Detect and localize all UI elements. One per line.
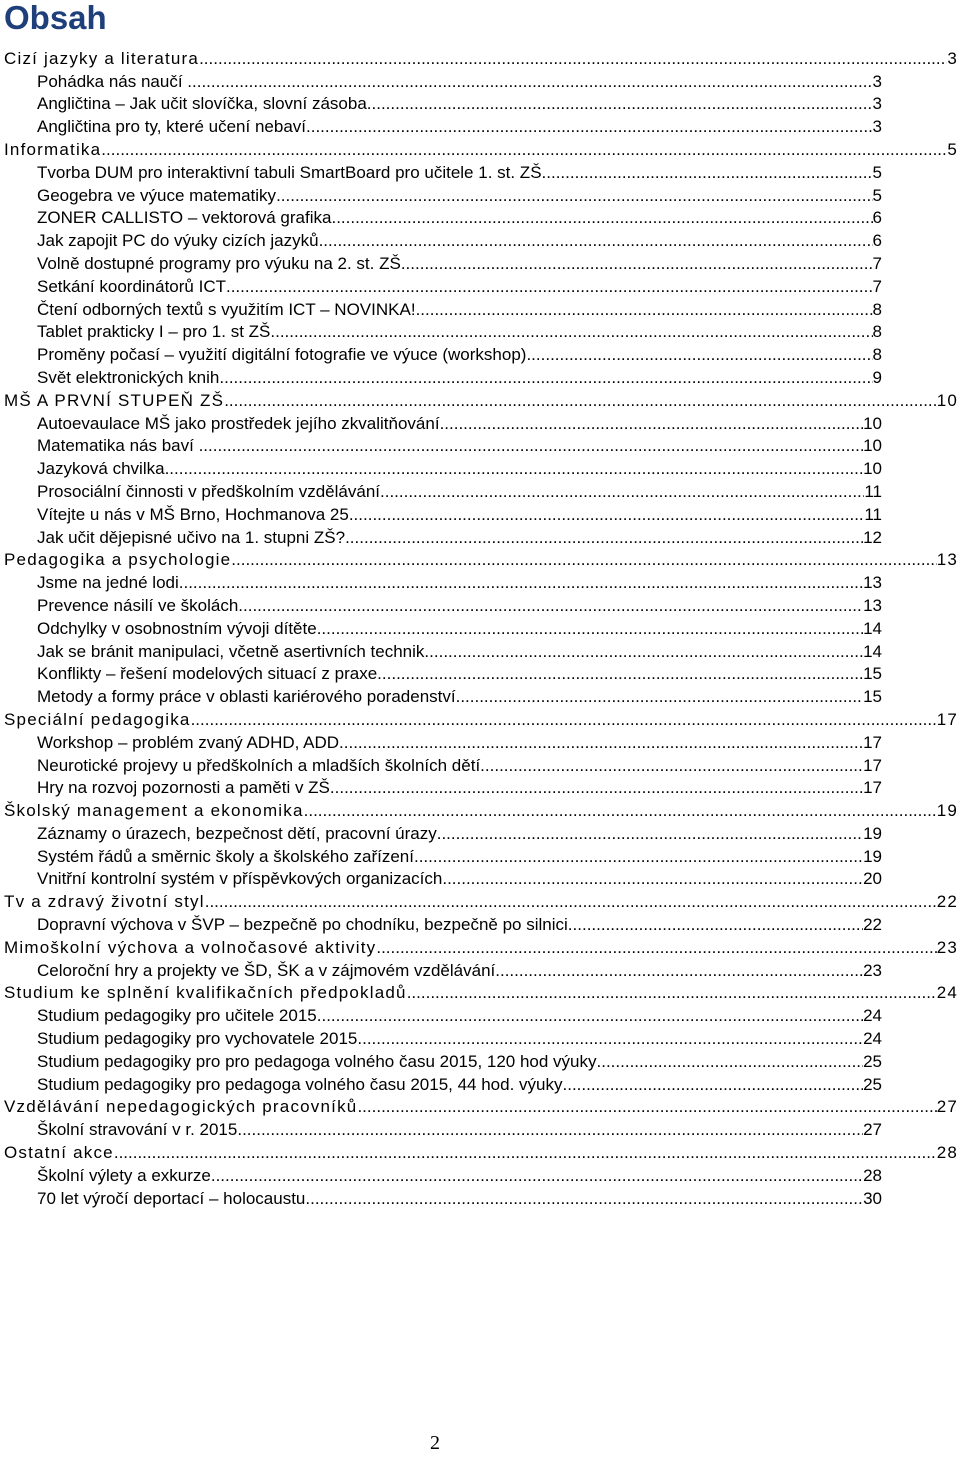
- toc-entry-title: Speciální pedagogika: [4, 709, 191, 729]
- toc-subsection-entry[interactable]: [0, 92, 960, 115]
- toc-entry-page: 19: [863, 846, 882, 866]
- page-title: Obsah: [4, 0, 107, 36]
- dot-leader: [440, 414, 864, 434]
- dot-leader: [304, 801, 937, 821]
- dot-leader: [306, 117, 873, 137]
- toc-section-entry[interactable]: [0, 798, 960, 821]
- dot-leader: [317, 619, 863, 639]
- toc-entry-title: Školský management a ekonomika: [4, 801, 304, 821]
- toc-section-entry[interactable]: [0, 981, 960, 1004]
- dot-leader: [442, 869, 863, 889]
- toc-section-entry[interactable]: [0, 388, 960, 411]
- toc-entry-title: Celoroční hry a projekty ve ŠD, ŠK a v zájmovém vzdělávání: [37, 960, 496, 980]
- dot-leader: [542, 163, 873, 183]
- toc-entry-title: Prosociální činnosti v předškolním vzdělávání: [37, 481, 380, 501]
- dot-leader: [213, 436, 863, 456]
- dot-leader: [238, 596, 863, 616]
- toc-entry-page: 8: [872, 322, 882, 342]
- toc-entry-page: 17: [863, 755, 882, 775]
- toc-entry-page: 7: [872, 253, 882, 273]
- toc-entry-title: Prevence násilí ve školách: [37, 595, 239, 615]
- toc-entry-page: 13: [863, 573, 882, 593]
- toc-entry-page: 8: [872, 345, 882, 365]
- toc-section-entry[interactable]: [0, 935, 960, 958]
- toc-entry-title: Vnitřní kontrolní systém v příspěvkových organizacích: [37, 869, 443, 889]
- toc-subsection-entry[interactable]: [0, 684, 960, 707]
- toc-entry-page: 19: [936, 801, 958, 821]
- toc-entry-page: 24: [863, 1006, 882, 1026]
- toc-entry-page: 24: [936, 983, 958, 1003]
- dot-leader: [597, 1052, 864, 1072]
- dot-leader: [414, 847, 863, 867]
- toc-entry-page: 13: [863, 595, 882, 615]
- dot-leader: [437, 824, 863, 844]
- toc-entry-page: 3: [872, 117, 882, 137]
- dot-leader: [568, 915, 863, 935]
- toc-entry-page: 22: [936, 892, 958, 912]
- dot-leader: [339, 733, 863, 753]
- dot-leader: [331, 208, 872, 228]
- toc-entry-page: 3: [947, 48, 958, 68]
- dot-leader: [226, 277, 873, 297]
- toc-subsection-entry[interactable]: [0, 821, 960, 844]
- toc-entry-title: Jak učit dějepisné učivo na 1. stupni ZŠ?: [37, 527, 346, 547]
- toc-subsection-entry[interactable]: [0, 479, 960, 502]
- toc-entry-title: Jsme na jedné lodi: [37, 573, 179, 593]
- toc-entry-title: Volně dostupné programy pro výuku na 2. st. ZŠ: [37, 253, 401, 273]
- toc-entry-title: Školní výlety a exkurze: [37, 1165, 211, 1185]
- toc-subsection-entry[interactable]: [0, 320, 960, 343]
- toc-section-entry[interactable]: [0, 889, 960, 912]
- toc-entry-page: 10: [863, 459, 882, 479]
- toc-entry-title: Cizí jazyky a literatura: [4, 48, 200, 68]
- dot-leader: [201, 72, 872, 92]
- toc-subsection-entry[interactable]: [0, 365, 960, 388]
- toc-entry-page: 6: [872, 231, 882, 251]
- toc-entry-title: Záznamy o úrazech, bezpečnost dětí, pracovní úrazy: [37, 823, 437, 843]
- toc-entry-page: 20: [863, 869, 882, 889]
- toc-entry-page: 3: [872, 94, 882, 114]
- toc-subsection-entry[interactable]: [0, 206, 960, 229]
- toc-entry-title: Tablet prakticky I – pro 1. st ZŠ: [37, 322, 271, 342]
- toc-entry-page: 30: [863, 1188, 882, 1208]
- toc-entry-title: Matematika nás baví ...: [37, 436, 213, 456]
- dot-leader: [424, 642, 863, 662]
- toc-section-entry[interactable]: [0, 707, 960, 730]
- toc-subsection-entry[interactable]: [0, 912, 960, 935]
- toc-subsection-entry[interactable]: [0, 411, 960, 434]
- toc-entry-page: 6: [872, 208, 882, 228]
- dot-leader: [526, 345, 872, 365]
- toc-entry-title: Konflikty – řešení modelových situací z praxe: [37, 664, 378, 684]
- toc-entry-title: Vítejte u nás v MŠ Brno, Hochmanova 25: [37, 504, 349, 524]
- toc-entry-title: Vzdělávání nepedagogických pracovníků: [4, 1097, 358, 1117]
- dot-leader: [224, 391, 937, 411]
- dot-leader: [317, 1006, 863, 1026]
- toc-entry-title: Ostatní akce: [4, 1143, 114, 1163]
- toc-entry-title: Pohádka nás naučí ...: [37, 71, 202, 91]
- toc-entry-title: Mimoškolní výchova a volnočasové aktivity: [4, 937, 377, 957]
- toc-entry-title: Proměny počasí – využití digitální fotografie ve výuce (workshop): [37, 345, 527, 365]
- toc-entry-title: Pedagogika a psychologie: [4, 550, 232, 570]
- dot-leader: [276, 186, 872, 206]
- toc-subsection-entry[interactable]: [0, 297, 960, 320]
- dot-leader: [219, 368, 872, 388]
- dot-leader: [376, 938, 936, 958]
- toc-subsection-entry[interactable]: [0, 228, 960, 251]
- toc-entry-page: 12: [863, 527, 882, 547]
- dot-leader: [349, 505, 865, 525]
- toc-subsection-entry[interactable]: [0, 502, 960, 525]
- dot-leader: [456, 687, 863, 707]
- table-of-contents: [0, 46, 960, 1209]
- toc-entry-title: Angličtina pro ty, které učení nebaví: [37, 117, 307, 137]
- toc-entry-page: 5: [947, 139, 958, 159]
- dot-leader: [101, 140, 947, 160]
- toc-subsection-entry[interactable]: [0, 251, 960, 274]
- toc-subsection-entry[interactable]: [0, 639, 960, 662]
- toc-entry-title: Studium pedagogiky pro učitele 2015: [37, 1006, 317, 1026]
- toc-entry-page: 22: [863, 915, 882, 935]
- dot-leader: [367, 94, 873, 114]
- toc-entry-page: 17: [936, 709, 958, 729]
- toc-entry-page: 27: [863, 1120, 882, 1140]
- toc-entry-page: 14: [863, 641, 882, 661]
- toc-entry-page: 24: [863, 1029, 882, 1049]
- toc-entry-page: 11: [864, 504, 882, 524]
- toc-subsection-entry[interactable]: [0, 570, 960, 593]
- toc-subsection-entry[interactable]: [0, 114, 960, 137]
- toc-subsection-entry[interactable]: [0, 1163, 960, 1186]
- toc-entry-title: Workshop – problém zvaný ADHD, ADD: [37, 732, 340, 752]
- dot-leader: [211, 1166, 863, 1186]
- toc-entry-page: 15: [863, 664, 882, 684]
- toc-subsection-entry[interactable]: [0, 1186, 960, 1209]
- toc-subsection-entry[interactable]: [0, 1072, 960, 1095]
- toc-subsection-entry[interactable]: [0, 160, 960, 183]
- toc-entry-title: Studium pedagogiky pro pedagoga volného času 2015, 44 hod. výuky: [37, 1074, 563, 1094]
- dot-leader: [563, 1075, 864, 1095]
- dot-leader: [165, 459, 864, 479]
- toc-subsection-entry[interactable]: [0, 274, 960, 297]
- toc-entry-page: 15: [863, 687, 882, 707]
- toc-subsection-entry[interactable]: [0, 867, 960, 890]
- toc-entry-title: Svět elektronických knih: [37, 367, 220, 387]
- dot-leader: [345, 528, 863, 548]
- toc-entry-title: MŠ A PRVNÍ STUPEŇ ZŠ: [4, 390, 225, 410]
- toc-entry-title: Informatika: [4, 139, 102, 159]
- toc-subsection-entry[interactable]: [0, 844, 960, 867]
- toc-subsection-entry[interactable]: [0, 616, 960, 639]
- dot-leader: [319, 231, 873, 251]
- dot-leader: [231, 550, 936, 570]
- toc-entry-title: Jak zapojit PC do výuky cizích jazyků: [37, 231, 319, 251]
- toc-entry-title: Studium ke splnění kvalifikačních předpokladů: [4, 983, 407, 1003]
- toc-entry-page: 23: [936, 937, 958, 957]
- toc-entry-page: 10: [863, 436, 882, 456]
- toc-subsection-entry[interactable]: [0, 1026, 960, 1049]
- toc-subsection-entry[interactable]: [0, 69, 960, 92]
- toc-entry-page: 13: [936, 550, 958, 570]
- toc-entry-title: Angličtina – Jak učit slovíčka, slovní zásoba: [37, 94, 367, 114]
- dot-leader: [305, 1189, 863, 1209]
- toc-entry-title: Systém řádů a směrnic školy a školského zařízení: [37, 846, 414, 866]
- toc-entry-page: 10: [936, 390, 958, 410]
- toc-entry-title: Dopravní výchova v ŠVP – bezpečně po chodníku, bezpečně po silnici: [37, 915, 568, 935]
- toc-entry-page: 28: [936, 1143, 958, 1163]
- toc-section-entry[interactable]: [0, 137, 960, 160]
- toc-subsection-entry[interactable]: [0, 183, 960, 206]
- dot-leader: [114, 1143, 937, 1163]
- toc-entry-title: Neurotické projevy u předškolních a mladších školních dětí: [37, 755, 481, 775]
- toc-subsection-entry[interactable]: [0, 662, 960, 685]
- dot-leader: [205, 892, 937, 912]
- toc-subsection-entry[interactable]: [0, 593, 960, 616]
- toc-entry-title: Setkání koordinátorů ICT: [37, 276, 226, 296]
- toc-entry-page: 11: [864, 481, 882, 501]
- toc-subsection-entry[interactable]: [0, 958, 960, 981]
- dot-leader: [270, 322, 872, 342]
- toc-entry-title: Tvorba DUM pro interaktivní tabuli SmartBoard pro učitele 1. st. ZŠ: [37, 162, 542, 182]
- toc-subsection-entry[interactable]: [0, 753, 960, 776]
- toc-entry-title: Metody a formy práce v oblasti kariérového poradenství: [37, 687, 456, 707]
- page-number: 2: [430, 1432, 440, 1454]
- toc-entry-title: Odchylky v osobnostním vývoji dítěte: [37, 618, 317, 638]
- toc-entry-page: 25: [863, 1074, 882, 1094]
- dot-leader: [480, 756, 863, 776]
- toc-entry-page: 17: [863, 778, 882, 798]
- toc-section-entry[interactable]: [0, 1140, 960, 1163]
- dot-leader: [199, 49, 947, 69]
- toc-entry-title: ZONER CALLISTO – vektorová grafika: [37, 208, 332, 228]
- toc-subsection-entry[interactable]: [0, 1117, 960, 1140]
- toc-entry-title: 70 let výročí deportací – holocaustu: [37, 1188, 306, 1208]
- toc-subsection-entry[interactable]: [0, 776, 960, 799]
- toc-subsection-entry[interactable]: [0, 1049, 960, 1072]
- toc-entry-title: Tv a zdravý životní styl: [4, 892, 205, 912]
- dot-leader: [330, 778, 863, 798]
- toc-entry-page: 28: [863, 1165, 882, 1185]
- toc-entry-page: 9: [872, 367, 882, 387]
- toc-entry-page: 25: [863, 1051, 882, 1071]
- toc-subsection-entry[interactable]: [0, 525, 960, 548]
- dot-leader: [357, 1029, 863, 1049]
- toc-entry-page: 23: [863, 960, 882, 980]
- toc-subsection-entry[interactable]: [0, 342, 960, 365]
- toc-entry-page: 10: [863, 413, 882, 433]
- toc-subsection-entry[interactable]: [0, 1003, 960, 1026]
- toc-entry-page: 5: [872, 185, 882, 205]
- toc-entry-title: Studium pedagogiky pro pro pedagoga volného času 2015, 120 hod výuky: [37, 1051, 597, 1071]
- dot-leader: [380, 482, 864, 502]
- toc-entry-page: 8: [872, 299, 882, 319]
- toc-section-entry[interactable]: [0, 46, 960, 69]
- toc-entry-page: 3: [872, 71, 882, 91]
- dot-leader: [179, 573, 863, 593]
- toc-entry-title: Hry na rozvoj pozornosti a paměti v ZŠ: [37, 778, 330, 798]
- dot-leader: [237, 1120, 863, 1140]
- toc-entry-title: Jazyková chvilka: [37, 459, 165, 479]
- dot-leader: [357, 1097, 936, 1117]
- dot-leader: [416, 300, 873, 320]
- toc-entry-page: 19: [863, 823, 882, 843]
- dot-leader: [191, 710, 937, 730]
- toc-entry-page: 27: [936, 1097, 958, 1117]
- toc-entry-page: 5: [872, 162, 882, 182]
- toc-entry-page: 17: [863, 732, 882, 752]
- toc-entry-title: Studium pedagogiky pro vychovatele 2015: [37, 1029, 358, 1049]
- toc-subsection-entry[interactable]: [0, 434, 960, 457]
- dot-leader: [407, 983, 937, 1003]
- toc-entry-title: Geogebra ve výuce matematiky: [37, 185, 277, 205]
- toc-subsection-entry[interactable]: [0, 730, 960, 753]
- toc-entry-page: 14: [863, 618, 882, 638]
- toc-entry-title: Autoevaulace MŠ jako prostředek jejího zkvalitňování: [37, 413, 440, 433]
- toc-section-entry[interactable]: [0, 548, 960, 571]
- toc-entry-title: Čtení odborných textů s využitím ICT – NOVINKA!: [37, 299, 416, 319]
- dot-leader: [377, 664, 863, 684]
- dot-leader: [495, 961, 863, 981]
- toc-subsection-entry[interactable]: [0, 456, 960, 479]
- toc-entry-page: 7: [872, 276, 882, 296]
- dot-leader: [401, 254, 873, 274]
- toc-section-entry[interactable]: [0, 1095, 960, 1118]
- toc-entry-title: Školní stravování v r. 2015: [37, 1120, 238, 1140]
- toc-entry-title: Jak se bránit manipulaci, včetně asertivních technik: [37, 641, 425, 661]
